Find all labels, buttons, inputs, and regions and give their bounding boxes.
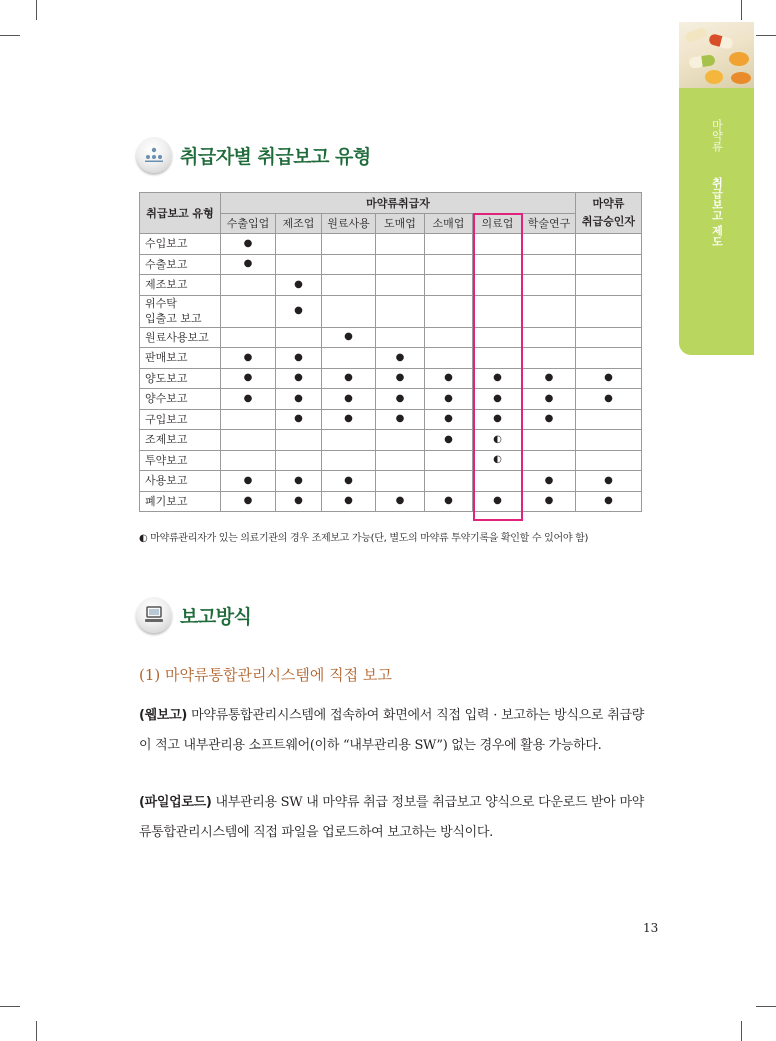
table-cell: ● (576, 368, 642, 389)
table-row (140, 254, 642, 275)
table-cell: ● (276, 491, 322, 512)
table-cell (322, 295, 376, 327)
table-cell (221, 409, 276, 430)
section-title: 보고방식 (180, 605, 252, 628)
header-approver: 마약류 취급승인자 (576, 193, 642, 234)
table-cell: ● (425, 389, 473, 410)
page-number: 13 (643, 921, 659, 935)
side-tab-text (679, 114, 754, 262)
table-cell (376, 450, 425, 471)
section-heading-report-method (136, 597, 251, 633)
table-cell (576, 234, 642, 255)
table-cell (376, 471, 425, 492)
table-row (140, 234, 642, 255)
table-cell (473, 234, 523, 255)
section-heading-report-types (136, 137, 371, 173)
crop-mark (0, 35, 20, 36)
table-cell (322, 275, 376, 296)
table-cell (473, 275, 523, 296)
table-row (140, 368, 642, 389)
table-cell: ● (276, 471, 322, 492)
row-report-name: 양도보고 (140, 368, 221, 389)
table-cell: ◐ (473, 450, 523, 471)
table-cell (221, 450, 276, 471)
row-report-name: 위수탁 입출고 보고 (140, 295, 221, 327)
table-row (140, 430, 642, 451)
table-cell: ● (425, 430, 473, 451)
header-handler-column: 원료사용 (322, 213, 376, 234)
table-cell (425, 327, 473, 348)
table-cell (276, 450, 322, 471)
subheading-direct-report: (1) 마약류통합관리시스템에 직접 보고 (139, 666, 392, 684)
table-cell: ● (221, 234, 276, 255)
table-cell: ◐ (473, 430, 523, 451)
table-cell: ● (322, 491, 376, 512)
table-cell (473, 254, 523, 275)
paragraph-file-upload (139, 788, 644, 848)
table-cell (473, 327, 523, 348)
row-report-name: 조제보고 (140, 430, 221, 451)
table-cell: ● (576, 491, 642, 512)
table-cell (425, 275, 473, 296)
table-cell (425, 254, 473, 275)
table-cell (425, 295, 473, 327)
table-cell (376, 275, 425, 296)
table-cell (576, 348, 642, 369)
table-cell: ● (425, 409, 473, 430)
table-row (140, 389, 642, 410)
table-row (140, 275, 642, 296)
table-cell (576, 275, 642, 296)
header-handler-column: 소매업 (425, 213, 473, 234)
table-cell (425, 234, 473, 255)
table-cell: ● (376, 368, 425, 389)
table-cell (276, 234, 322, 255)
row-report-name: 구입보고 (140, 409, 221, 430)
table-cell (576, 409, 642, 430)
table-cell (523, 430, 576, 451)
table-cell (523, 348, 576, 369)
table-cell: ● (425, 368, 473, 389)
row-report-name: 양수보고 (140, 389, 221, 410)
header-handler-column: 제조업 (276, 213, 322, 234)
table-cell: ● (376, 491, 425, 512)
table-cell (523, 327, 576, 348)
table-row (140, 409, 642, 430)
crop-mark (741, 1021, 742, 1041)
table-cell (322, 430, 376, 451)
table-cell (376, 254, 425, 275)
table-cell: ● (221, 348, 276, 369)
table-row (140, 327, 642, 348)
side-tab-line2: 취급보고 제도 (710, 177, 724, 247)
row-report-name: 제조보고 (140, 275, 221, 296)
paragraph-label: (파일업로드) (139, 795, 212, 810)
header-report-type: 취급보고 유형 (140, 193, 221, 234)
row-report-name: 판매보고 (140, 348, 221, 369)
crop-mark (36, 0, 37, 20)
table-cell (473, 295, 523, 327)
table-cell (473, 348, 523, 369)
table-cell (221, 327, 276, 348)
table-cell (221, 275, 276, 296)
table-row (140, 450, 642, 471)
row-report-name: 투약보고 (140, 450, 221, 471)
table-cell (576, 254, 642, 275)
table-cell (276, 254, 322, 275)
table-cell (523, 234, 576, 255)
table-row (140, 471, 642, 492)
table-cell: ● (322, 327, 376, 348)
table-cell: ● (523, 409, 576, 430)
table-footnote: ◐ 마약류관리자가 있는 의료기관의 경우 조제보고 가능(단, 별도의 마약류 투약기록을 확인할 수 있어야 함) (139, 533, 589, 544)
table-cell (473, 471, 523, 492)
table-cell: ● (473, 389, 523, 410)
table-cell: ● (523, 368, 576, 389)
table-cell (322, 254, 376, 275)
table-cell: ● (322, 471, 376, 492)
table-cell: ● (276, 368, 322, 389)
table-cell: ● (376, 409, 425, 430)
table-cell: ● (276, 348, 322, 369)
pills-photo (679, 22, 754, 88)
table-cell: ● (322, 389, 376, 410)
table-cell (576, 295, 642, 327)
table-cell: ● (221, 471, 276, 492)
header-handler-column: 수출입업 (221, 213, 276, 234)
table-cell: ● (473, 368, 523, 389)
side-tab-line1: 마약류 (710, 118, 724, 152)
table-cell: ● (276, 389, 322, 410)
section-title: 취급자별 취급보고 유형 (180, 145, 371, 168)
table-cell: ● (322, 409, 376, 430)
table-cell (376, 234, 425, 255)
table-cell (523, 254, 576, 275)
row-report-name: 원료사용보고 (140, 327, 221, 348)
table-cell (523, 275, 576, 296)
crop-mark (756, 1006, 776, 1007)
paragraph-label: (웹보고) (139, 708, 188, 723)
table-cell (576, 450, 642, 471)
table-cell (276, 430, 322, 451)
table-cell: ● (576, 389, 642, 410)
row-report-name: 수출보고 (140, 254, 221, 275)
report-type-table (139, 192, 642, 512)
table-row (140, 348, 642, 369)
table-cell (276, 327, 322, 348)
crop-mark (36, 1021, 37, 1041)
table-cell: ● (276, 275, 322, 296)
hierarchy-icon (136, 137, 172, 173)
table-cell: ● (221, 491, 276, 512)
table-cell: ● (376, 348, 425, 369)
table-cell: ● (276, 409, 322, 430)
table-cell: ● (322, 368, 376, 389)
table-cell (576, 327, 642, 348)
table-cell (523, 450, 576, 471)
table-cell: ● (221, 389, 276, 410)
header-handler-column: 도매업 (376, 213, 425, 234)
header-handler-column: 학술연구 (523, 213, 576, 234)
table-cell: ● (576, 471, 642, 492)
computer-icon (136, 597, 172, 633)
header-handler-group: 마약류취급자 (221, 193, 576, 214)
table-cell: ● (425, 491, 473, 512)
header-handler-column: 의료업 (473, 213, 523, 234)
row-report-name: 수입보고 (140, 234, 221, 255)
crop-mark (756, 35, 776, 36)
paragraph-text: 내부관리용 SW 내 마약류 취급 정보를 취급보고 양식으로 다운로드 받아 마약류통합관리시스템에 직접 파일을 업로드하여 보고하는 방식이다. (139, 795, 644, 840)
table-cell: ● (523, 389, 576, 410)
table-cell (322, 450, 376, 471)
table-cell (322, 348, 376, 369)
table-cell: ● (221, 254, 276, 275)
table-cell: ● (473, 491, 523, 512)
table-row (140, 491, 642, 512)
paragraph-web-report (139, 701, 644, 761)
table-cell: ● (376, 389, 425, 410)
table-cell (322, 234, 376, 255)
table-cell: ● (523, 491, 576, 512)
table-cell (376, 430, 425, 451)
row-report-name: 사용보고 (140, 471, 221, 492)
table-cell: ● (523, 471, 576, 492)
table-cell (425, 348, 473, 369)
table-cell: ● (276, 295, 322, 327)
table-cell: ● (221, 368, 276, 389)
table-cell (425, 450, 473, 471)
table-cell (221, 295, 276, 327)
crop-mark (741, 0, 742, 20)
table-cell (523, 295, 576, 327)
table-row (140, 295, 642, 327)
chapter-side-tab (679, 22, 754, 355)
paragraph-text: 마약류통합관리시스템에 접속하여 화면에서 직접 입력 · 보고하는 방식으로 취급량이 적고 내부관리용 소프트웨어(이하 “내부관리용 SW”) 없는 경우에 활용 가능하다. (139, 708, 644, 753)
table-cell (221, 430, 276, 451)
table-cell: ● (473, 409, 523, 430)
row-report-name: 폐기보고 (140, 491, 221, 512)
table-cell (376, 327, 425, 348)
table-cell (376, 295, 425, 327)
table-cell (576, 430, 642, 451)
table-cell (425, 471, 473, 492)
crop-mark (0, 1006, 20, 1007)
